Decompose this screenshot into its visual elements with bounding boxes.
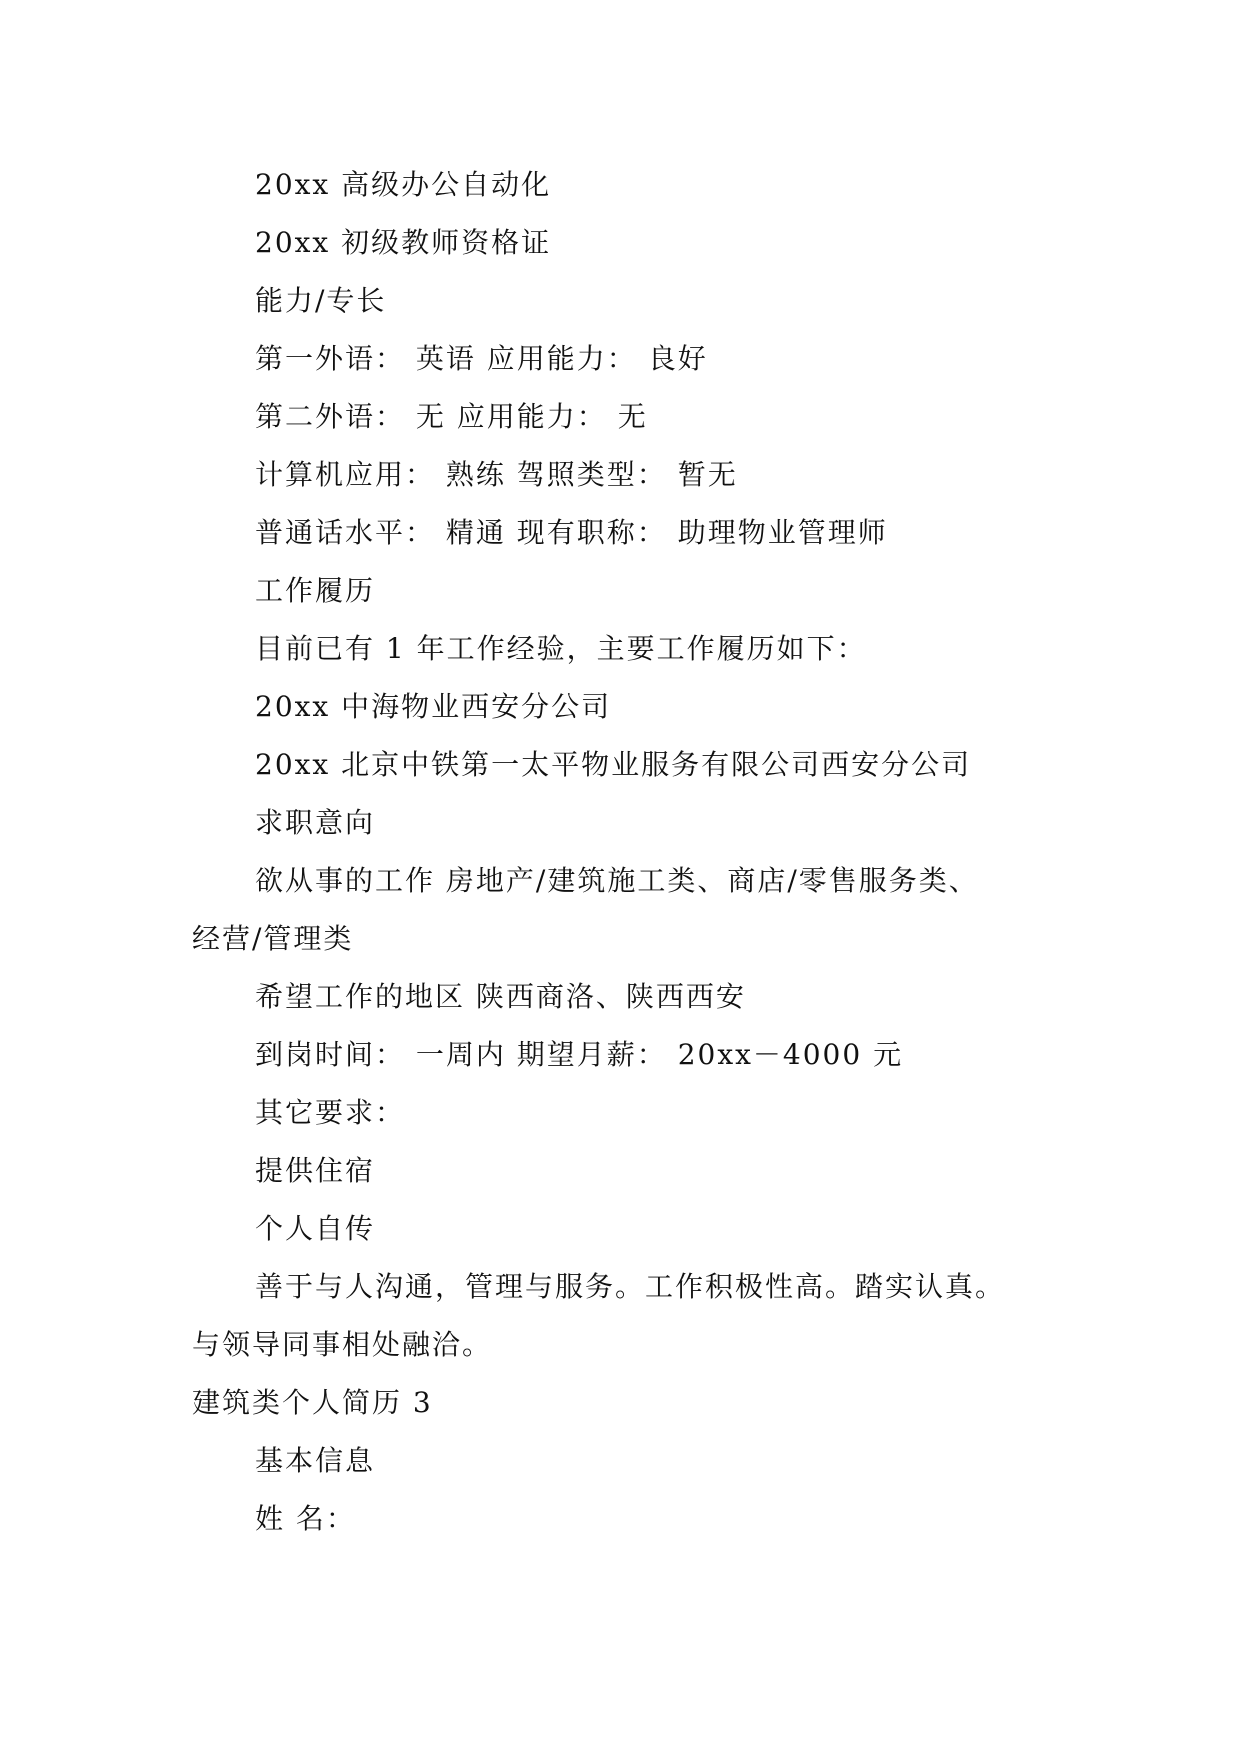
desired-job-continued: 经营/管理类 — [192, 922, 354, 955]
work-history-item: 20xx 中海物业西安分公司 — [255, 690, 612, 723]
second-foreign-language: 第二外语： 无 应用能力： 无 — [255, 400, 648, 433]
section-heading-skills: 能力/专长 — [255, 284, 387, 317]
work-history-item: 20xx 北京中铁第一太平物业服务有限公司西安分公司 — [255, 748, 972, 781]
self-introduction-continued: 与领导同事相处融洽。 — [192, 1328, 493, 1361]
arrival-and-salary: 到岗时间： 一周内 期望月薪： 20xx－4000 元 — [255, 1038, 904, 1071]
cert-office-automation: 20xx 高级办公自动化 — [255, 168, 552, 201]
resume-title: 建筑类个人简历 3 — [192, 1386, 433, 1419]
first-foreign-language: 第一外语： 英语 应用能力： 良好 — [255, 342, 708, 375]
mandarin-level: 普通话水平： 精通 现有职称： 助理物业管理师 — [255, 516, 888, 549]
section-heading-job-intention: 求职意向 — [255, 806, 376, 839]
cert-teacher-qualification: 20xx 初级教师资格证 — [255, 226, 552, 259]
other-requirements-label: 其它要求： — [255, 1096, 406, 1129]
name-field-label: 姓 名： — [255, 1502, 356, 1535]
desired-location: 希望工作的地区 陕西商洛、陕西西安 — [255, 980, 746, 1013]
section-heading-work-history: 工作履历 — [255, 574, 376, 607]
section-heading-self-introduction: 个人自传 — [255, 1212, 376, 1245]
section-heading-basic-info: 基本信息 — [255, 1444, 376, 1477]
other-requirements-value: 提供住宿 — [255, 1154, 376, 1187]
desired-job: 欲从事的工作 房地产/建筑施工类、商店/零售服务类、 — [255, 864, 979, 897]
self-introduction-text: 善于与人沟通，管理与服务。工作积极性高。踏实认真。 — [255, 1270, 1006, 1303]
work-experience-summary: 目前已有 1 年工作经验，主要工作履历如下： — [255, 632, 867, 665]
computer-skills: 计算机应用： 熟练 驾照类型： 暂无 — [255, 458, 738, 491]
